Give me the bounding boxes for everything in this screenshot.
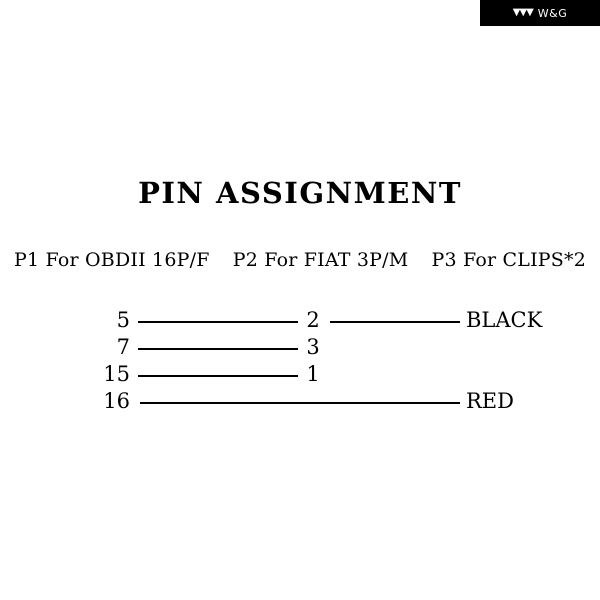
pin-p1: 15 bbox=[103, 362, 130, 386]
wire-segment-p1-p2 bbox=[138, 375, 298, 377]
table-row bbox=[0, 361, 600, 388]
pin-p1: 5 bbox=[116, 308, 130, 332]
wiring-table bbox=[0, 307, 600, 415]
pin-p3: BLACK bbox=[466, 308, 543, 332]
watermark-logo-icon: ▼▼▼ bbox=[512, 7, 533, 18]
watermark-badge bbox=[480, 0, 600, 26]
pin-p1: 16 bbox=[103, 389, 130, 413]
connector-header-p1: P1 For OBDII 16P/F bbox=[14, 249, 210, 271]
pin-p2: 2 bbox=[306, 308, 320, 332]
pin-p3: RED bbox=[466, 389, 514, 413]
pin-p2: 3 bbox=[306, 335, 320, 359]
table-row bbox=[0, 388, 600, 415]
page-title: PIN ASSIGNMENT bbox=[138, 176, 462, 210]
wire-segment-p1-p2 bbox=[138, 348, 298, 350]
watermark-text: W&G bbox=[537, 6, 568, 20]
pin-p2: 1 bbox=[306, 362, 320, 386]
table-row bbox=[0, 307, 600, 334]
wire-segment-p1-p2 bbox=[138, 321, 298, 323]
connector-header-p3: P3 For CLIPS*2 bbox=[431, 249, 586, 271]
connector-headers bbox=[14, 249, 586, 271]
table-row bbox=[0, 334, 600, 361]
wire-segment-p2-p3 bbox=[330, 321, 460, 323]
pin-p1: 7 bbox=[116, 335, 130, 359]
connector-header-p2: P2 For FIAT 3P/M bbox=[232, 249, 409, 271]
wire-segment-p1-p3 bbox=[140, 402, 460, 404]
